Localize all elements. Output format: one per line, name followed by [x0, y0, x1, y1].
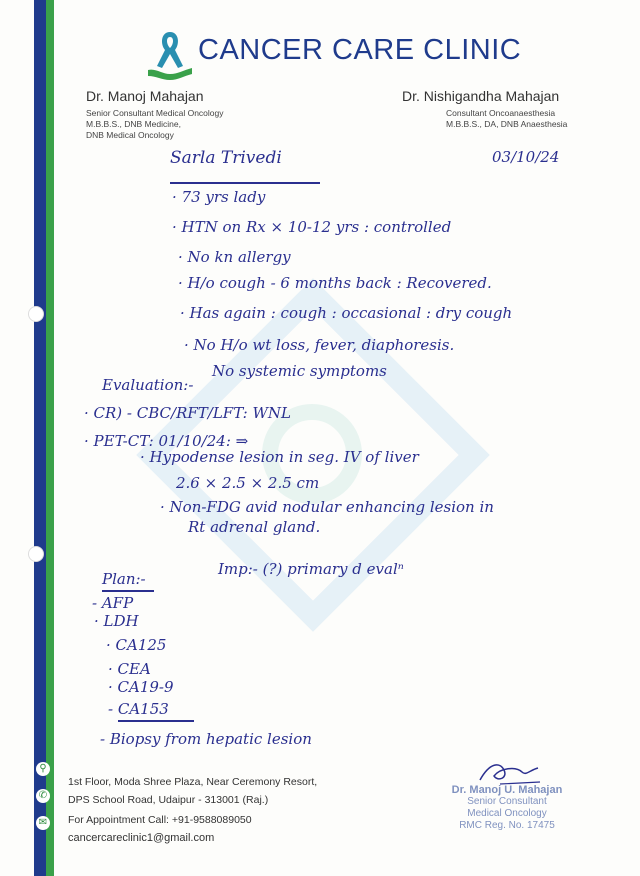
note-date: 03/10/24: [492, 148, 560, 166]
plan-heading: Plan:-: [102, 570, 146, 588]
email-icon: ✉: [36, 816, 50, 830]
plan-item: - Biopsy from hepatic lesion: [100, 730, 312, 748]
doctor-credential: Senior Consultant Medical Oncology: [86, 108, 224, 118]
plan-item: · LDH: [94, 612, 139, 630]
history-line: · HTN on Rx × 10-12 yrs : controlled: [172, 218, 452, 236]
doctor-credential: M.B.B.S., DNB Medicine,: [86, 119, 181, 129]
stamp-line: Medical Oncology: [467, 808, 547, 819]
doctor-name: Dr. Manoj Mahajan: [86, 88, 204, 104]
underline: [102, 590, 154, 592]
stamp-name: Dr. Manoj U. Mahajan: [451, 784, 563, 796]
history-line: · H/o cough - 6 months back : Recovered.: [178, 274, 492, 292]
history-line: · 73 yrs lady: [172, 188, 266, 206]
doctor-credential: M.B.B.S., DA, DNB Anaesthesia: [446, 119, 568, 129]
location-icon: ⚲: [36, 762, 50, 776]
sidebar-strip: [34, 0, 54, 876]
clinic-name: CANCER CARE CLINIC: [198, 34, 522, 66]
evaluation-line: · PET-CT: 01/10/24: ⇒: [84, 432, 249, 450]
evaluation-line: · CR) - CBC/RFT/LFT: WNL: [84, 404, 291, 422]
patient-name: Sarla Trivedi: [170, 148, 282, 168]
punch-hole: [28, 306, 44, 322]
underline: [170, 182, 320, 184]
plan-item: · CA125: [106, 636, 167, 654]
history-line: No systemic symptoms: [212, 362, 387, 380]
doctor-name: Dr. Nishigandha Mahajan: [402, 88, 560, 104]
doctor-credential: Consultant Oncoanaesthesia: [446, 108, 556, 118]
impression: Imp:- (?) primary d evalⁿ: [218, 560, 404, 578]
evaluation-line: Rt adrenal gland.: [188, 518, 321, 536]
evaluation-heading: Evaluation:-: [102, 376, 194, 394]
doctor-left: [86, 88, 224, 141]
contact-icons: [36, 762, 52, 843]
punch-hole: [28, 546, 44, 562]
ribbon-hand-logo-icon: [146, 28, 194, 82]
history-line: · No H/o wt loss, fever, diaphoresis.: [184, 336, 455, 354]
history-line: · Has again : cough : occasional : dry cough: [180, 304, 513, 322]
stamp-line: RMC Reg. No. 17475: [459, 820, 555, 831]
address-line: 1st Floor, Moda Shree Plaza, Near Ceremony Resort,: [68, 776, 318, 788]
evaluation-line: 2.6 × 2.5 × 2.5 cm: [176, 474, 320, 492]
plan-item: · CA19-9: [108, 678, 174, 696]
plan-item: · CEA: [108, 660, 151, 678]
address-line: DPS School Road, Udaipur - 313001 (Raj.): [68, 794, 269, 806]
evaluation-line: · Non-FDG avid nodular enhancing lesion in: [160, 498, 494, 516]
appointment-phone: For Appointment Call: +91-9588089050: [68, 814, 252, 826]
plan-item: - AFP: [92, 594, 134, 612]
plan-item: - CA153: [108, 700, 169, 718]
underline: [118, 720, 194, 722]
doctor-right: [402, 88, 567, 130]
evaluation-line: · Hypodense lesion in seg. IV of liver: [140, 448, 419, 466]
history-line: · No kn allergy: [178, 248, 291, 266]
stamp-line: Senior Consultant: [467, 796, 547, 807]
email-address: cancercareclinic1@gmail.com: [68, 832, 215, 844]
doctor-credential: DNB Medical Oncology: [86, 130, 174, 140]
whatsapp-icon: ✆: [36, 789, 50, 803]
doctor-stamp: [432, 784, 582, 832]
